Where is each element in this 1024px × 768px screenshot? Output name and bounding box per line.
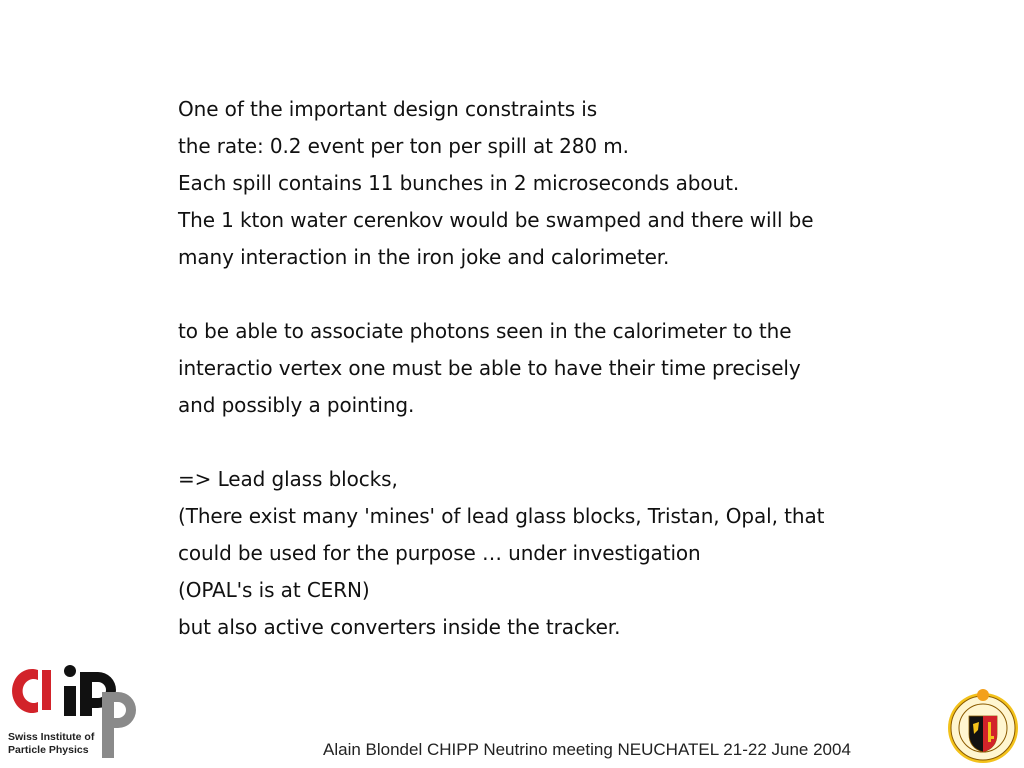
body-line: Each spill contains 11 bunches in 2 microseconds about.	[178, 171, 740, 195]
body-line: (OPAL's is at CERN)	[178, 578, 370, 602]
logo-i-stem	[64, 686, 76, 716]
logo-text-line: Particle Physics	[8, 744, 89, 756]
body-line: but also active converters inside the tracker.	[178, 615, 621, 639]
slide-body	[178, 91, 998, 646]
body-line: (There exist many 'mines' of lead glass blocks, Tristan, Opal, that	[178, 504, 825, 528]
logo-text-line: Swiss Institute of	[8, 731, 95, 743]
footer-text: Alain Blondel CHIPP Neutrino meeting NEUCHATEL 21-22 June 2004	[323, 740, 851, 759]
body-line: One of the important design constraints is	[178, 97, 598, 121]
paragraph-gap	[178, 276, 998, 313]
body-line: could be used for the purpose … under investigation	[178, 541, 701, 565]
body-line: The 1 kton water cerenkov would be swamped and there will be	[178, 208, 814, 232]
logo-i-dot	[64, 665, 76, 677]
body-line: the rate: 0.2 event per ton per spill at 280 m.	[178, 134, 629, 158]
body-line: interactio vertex one must be able to have their time precisely	[178, 356, 801, 380]
logo-c-shape	[12, 669, 38, 713]
body-line: => Lead glass blocks,	[178, 467, 398, 491]
chipp-logo-text	[8, 731, 94, 757]
body-line: many interaction in the iron joke and calorimeter.	[178, 245, 670, 269]
paragraph-gap	[178, 424, 998, 461]
body-line: and possibly a pointing.	[178, 393, 415, 417]
body-line: to be able to associate photons seen in the calorimeter to the	[178, 319, 792, 343]
university-seal	[945, 686, 1021, 766]
logo-p2-shape	[102, 692, 136, 758]
logo-h-stem	[42, 670, 51, 710]
